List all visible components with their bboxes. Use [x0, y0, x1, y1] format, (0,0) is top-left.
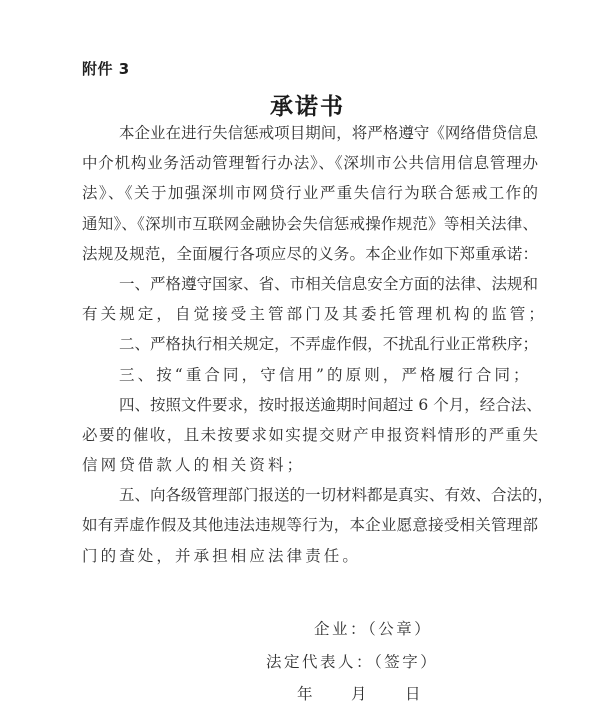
body-line: 法》、《关于加强深圳市网贷行业严重失信行为联合惩戒工作的 [82, 184, 538, 203]
body-line: 门的查处，并承担相应法律责任。 [82, 546, 362, 565]
body-line: 通知》、《深圳市互联网金融协会失信惩戒操作规范》等相关法律、 [82, 214, 538, 233]
body-line: 法规及规范，全面履行各项应尽的义务。本企业作如下郑重承诺： [82, 244, 538, 263]
body-line: 如有弄虚作假及其他违法违规等行为，本企业愿意接受相关管理部 [82, 516, 538, 535]
commitment-item-4: 四、按照文件要求，按时报送逾期时间超过 6 个月，经合法、 [119, 395, 542, 414]
body-line: 本企业在进行失信惩戒项目期间，将严格遵守《网络借贷信息 [119, 124, 538, 142]
document-body [82, 118, 554, 571]
commitment-item-5: 五、向各级管理部门报送的一切材料都是真实、有效、合法的， [119, 486, 554, 505]
body-line: 中介机构业务活动管理暂行办法》、《深圳市公共信用信息管理办 [82, 154, 538, 173]
commitment-item-2: 二、严格执行相关规定，不弄虚作假，不扰乱行业正常秩序； [119, 335, 538, 354]
company-seal-label: 企业：（公章） [314, 620, 433, 638]
commitment-item-1: 一、严格遵守国家、省、市相关信息安全方面的法律、法规和 [119, 274, 538, 293]
legal-representative-label: 法定代表人：（签字） [266, 653, 439, 671]
body-line: 信网贷借款人的相关资料； [82, 456, 306, 475]
body-line: 必要的催收，且未按要求如实提交财产申报资料情形的严重失 [82, 425, 538, 444]
commitment-item-3: 三、按“重合同，守信用”的原则，严格履行合同； [119, 365, 532, 384]
document-title: 承诺书 [270, 93, 345, 120]
body-line: 有关规定，自觉接受主管部门及其委托管理机构的监管； [82, 305, 548, 324]
date-label: 年 月 日 [297, 685, 424, 703]
attachment-label: 附件 3 [82, 60, 130, 78]
